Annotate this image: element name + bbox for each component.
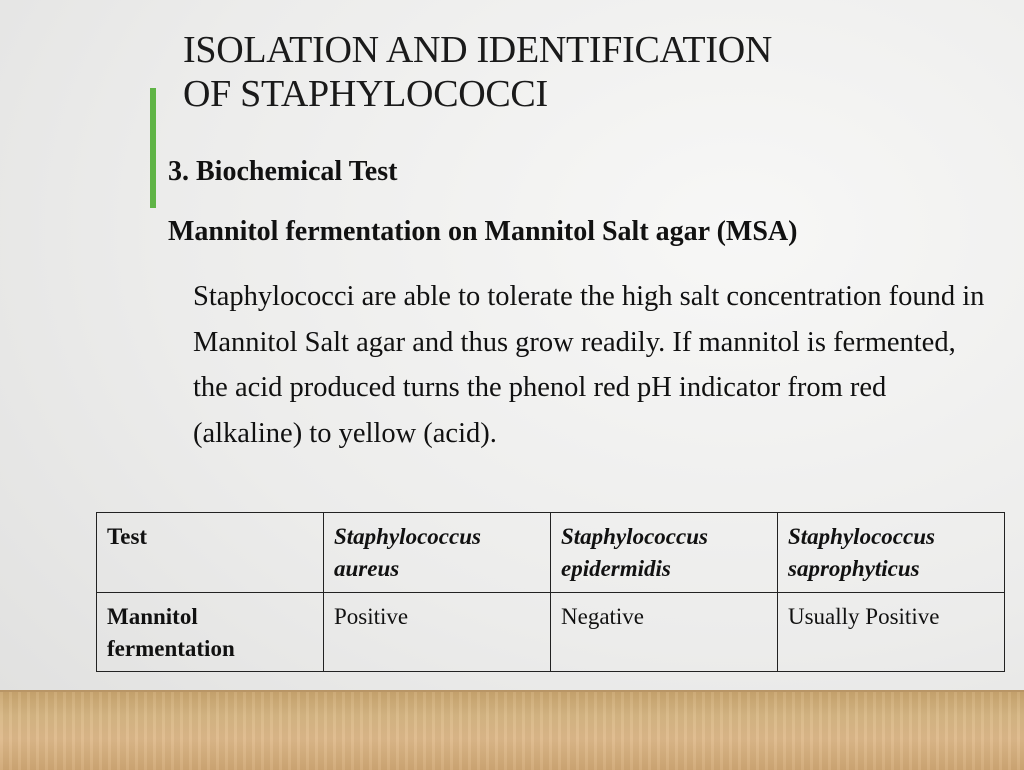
title-line-1: ISOLATION AND IDENTIFICATION [183,29,772,71]
cell-s-epidermidis: Negative [551,593,778,672]
table-header-row [97,513,1005,593]
header-s-saprophyticus: Staphylococcus saprophyticus [778,513,1005,593]
header-test: Test [97,513,324,593]
section-heading: 3. Biochemical Test [168,156,398,187]
body-paragraph: Staphylococci are able to tolerate the high salt concentration found in Mannitol Salt agar and thus grow readily. If mannitol is fermented, the acid produced turns the phenol red pH indicator from red (alkaline) to yellow (acid). [193,281,985,449]
slide-title [183,28,772,116]
accent-bar [150,88,156,208]
test-heading: Mannitol fermentation on Mannitol Salt agar (MSA) [168,216,798,247]
cell-s-aureus: Positive [324,593,551,672]
row-test-name: Mannitol fermentation [97,593,324,672]
results-table [96,512,1005,672]
table-row [97,593,1005,672]
title-line-2: OF STAPHYLOCOCCI [183,73,548,115]
cell-s-saprophyticus: Usually Positive [778,593,1005,672]
wood-floor-background [0,690,1024,770]
header-s-aureus: Staphylococcus aureus [324,513,551,593]
header-s-epidermidis: Staphylococcus epidermidis [551,513,778,593]
